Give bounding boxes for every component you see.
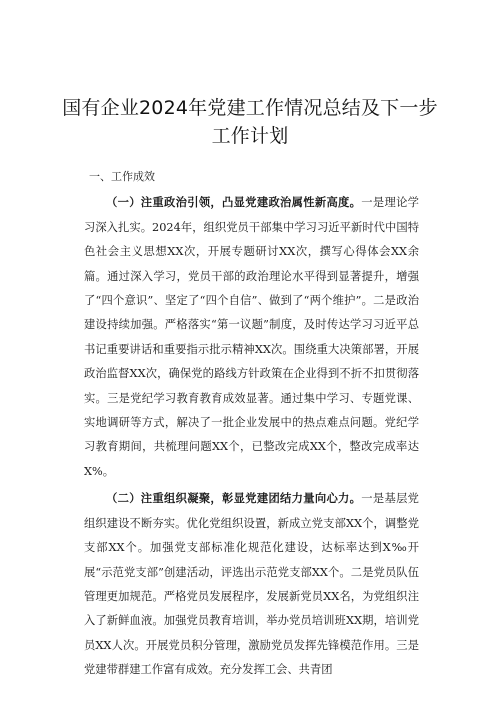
- document-title: [60, 94, 440, 150]
- subheading-1: （一）注重政治引领，凸显党建政治属性新高度。: [106, 195, 362, 210]
- paragraph-1-body: 一是理论学习深入扎实。2024年，组织党员干部集中学习习近平新时代中国特色社会主义思想XX次，开展专题研讨XX次，撰写心得体会XX余篇。通过深入学习，党员干部的政治理论水平得到显著提升，增强了“四个意识”、坚定了“四个自信”、做到了“两个维护”。二是政治建设持续加强。严格落实“第一议题”制度，及时传达学习习近平总书记重要讲话和重要指示批示精神XX次。围绕重大决策部署，开展政治监督XX次，确保党的路线方针政策在企业得到不折不扣贯彻落实。三是党纪学习教育教育成效显著。通过集中学习、专题党课、实地调研等方式，解决了一批企业发展中的热点难点问题。党纪学习教育期间，共梳理问题XX个，已整改完成XX个，整改完成率达X%。: [84, 196, 419, 478]
- paragraph-1: [84, 190, 419, 484]
- title-line-2: 工作计划: [211, 125, 289, 147]
- paragraph-2: [84, 486, 419, 682]
- title-line-1: 国有企业2024年党建工作情况总结及下一步: [62, 97, 438, 119]
- section-heading: 一、工作成效: [89, 170, 155, 183]
- subheading-2: （二）注重组织凝聚，彰显党建团结力量向心力。: [106, 491, 362, 506]
- document-body: [84, 165, 419, 683]
- paragraph-2-body: 一是基层党组织建设不断夯实。优化党组织设置，新成立党支部XX个，调整党支部XX个。加强党支部标准化规范化建设，达标率达到X‰开展“示范党支部”创建活动，评选出示范党支部XX个。二是党员队伍管理更加规范。严格党员发展程序，发展新党员XX名，为党组织注入了新鲜血液。加强党员教育培训，举办党员培训班XX期，培训党员XX人次。开展党员积分管理，激励党员发挥先锋模范作用。三是党建带群建工作富有成效。充分发挥工会、共青团: [84, 492, 419, 677]
